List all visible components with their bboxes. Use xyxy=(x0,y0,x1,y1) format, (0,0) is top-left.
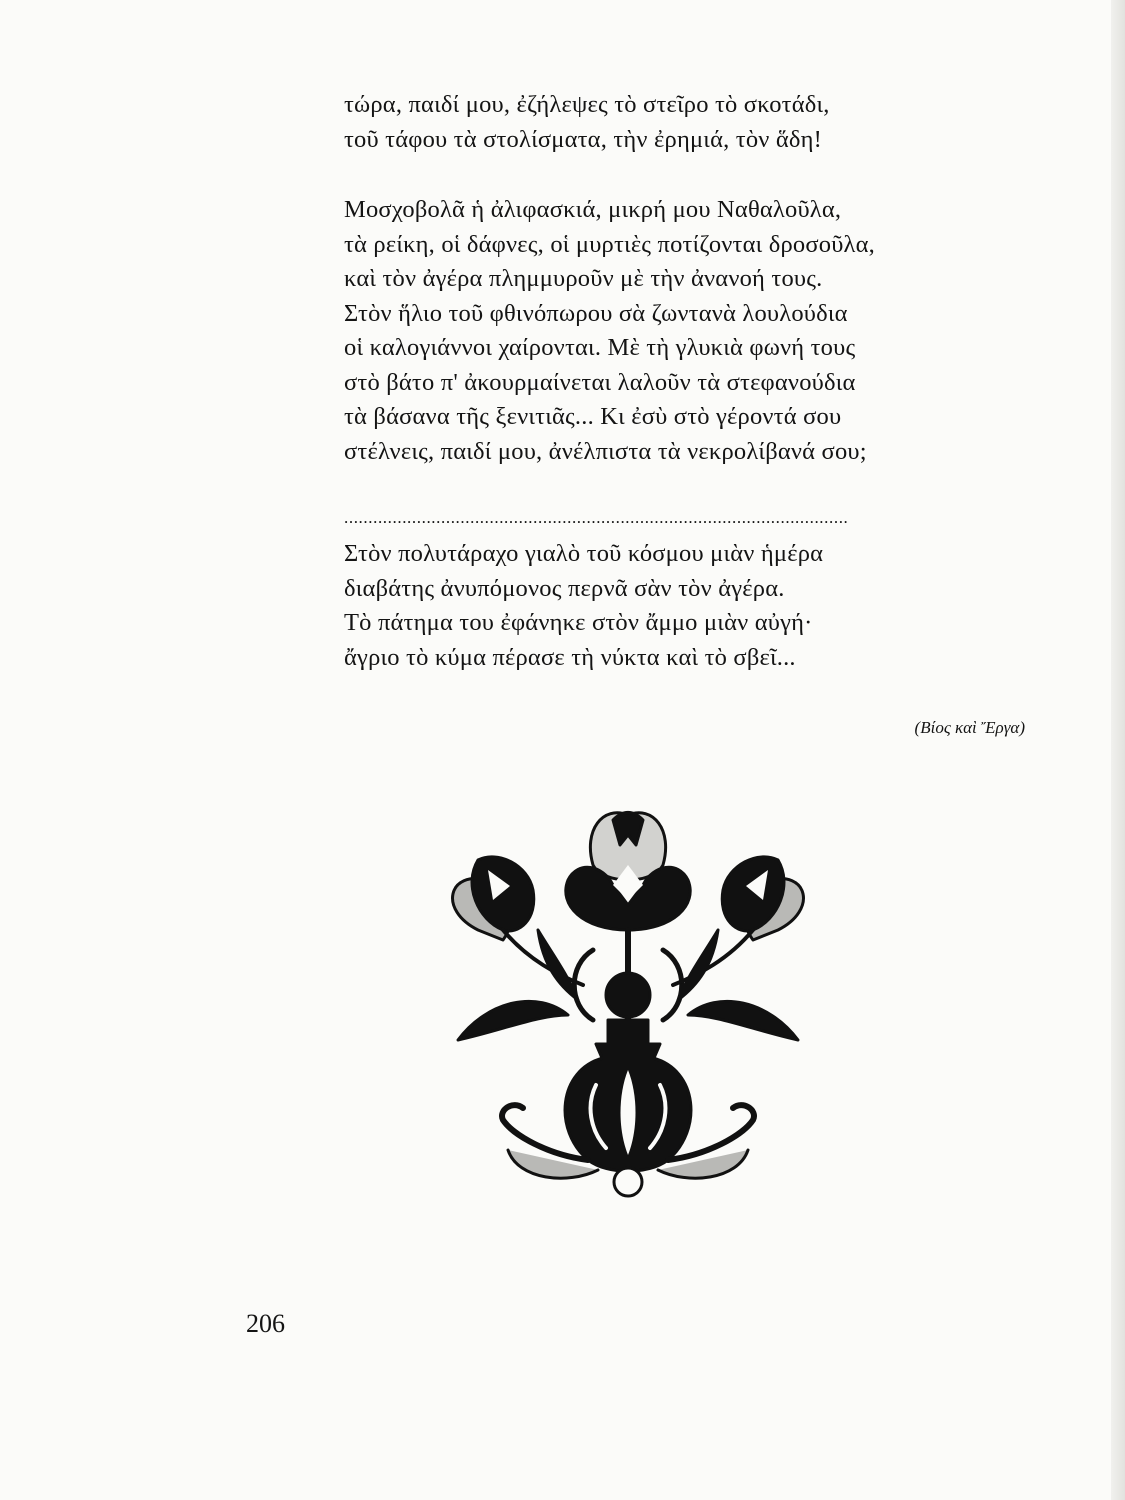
poem-line: τοῦ τάφου τὰ στολίσματα, τὴν ἐρημιά, τὸν ἅδη! xyxy=(344,125,823,153)
poem-stanza-2 xyxy=(344,193,875,469)
poem-line: οἱ καλογιάννοι χαίρονται. Μὲ τὴ γλυκιὰ φωνή τους xyxy=(344,334,856,361)
poem-stanza-1 xyxy=(344,88,830,157)
floral-vase-ornament-icon xyxy=(418,790,838,1210)
source-citation: (Βίος καὶ Ἔργα) xyxy=(914,718,1025,737)
page-number: 206 xyxy=(246,1309,285,1338)
poem-line: τὰ ρείκη, οἱ δάφνες, οἱ μυρτιὲς ποτίζονται δροσοῦλα, xyxy=(344,230,876,258)
poem-line: τώρα, παιδί μου, ἐζήλεψες τὸ στεῖρο τὸ σκοτάδι, xyxy=(344,91,830,118)
poem-line: Τὸ πάτημα του ἐφάνηκε στὸν ἄμμο μιὰν αὐγή· xyxy=(344,609,813,636)
poem-line: τὰ βάσανα τῆς ξενιτιᾶς... Κι ἐσὺ στὸ γέροντά σου xyxy=(344,403,842,430)
poem-line: Στὸν πολυτάραχο γιαλὸ τοῦ κόσμου μιὰν ἡμέρα xyxy=(344,540,824,567)
poem-line: Στὸν ἥλιο τοῦ φθινόπωρου σὰ ζωντανὰ λουλούδια xyxy=(344,299,848,327)
poem-stanza-3 xyxy=(344,537,823,675)
omission-dots: ........................................................................................................ xyxy=(344,508,849,527)
poem-line: ἄγριο τὸ κύμα πέρασε τὴ νύκτα καὶ τὸ σβεῖ... xyxy=(344,643,796,671)
poem-line: στὸ βάτο π' ἀκουρμαίνεται λαλοῦν τὰ στεφανούδια xyxy=(344,368,856,396)
poem-line: καὶ τὸν ἀγέρα πλημμυροῦν μὲ τὴν ἀνανοή τους. xyxy=(344,265,823,292)
page-edge xyxy=(1111,0,1125,1500)
poem-line: Μοσχοβολᾶ ἡ ἀλιφασκιά, μικρή μου Ναθαλοῦλα, xyxy=(344,196,842,223)
poem-line: διαβάτης ἀνυπόμονος περνᾶ σὰν τὸν ἀγέρα. xyxy=(344,574,785,602)
poem-line: στέλνεις, παιδί μου, ἀνέλπιστα τὰ νεκρολίβανά σου; xyxy=(344,437,867,465)
